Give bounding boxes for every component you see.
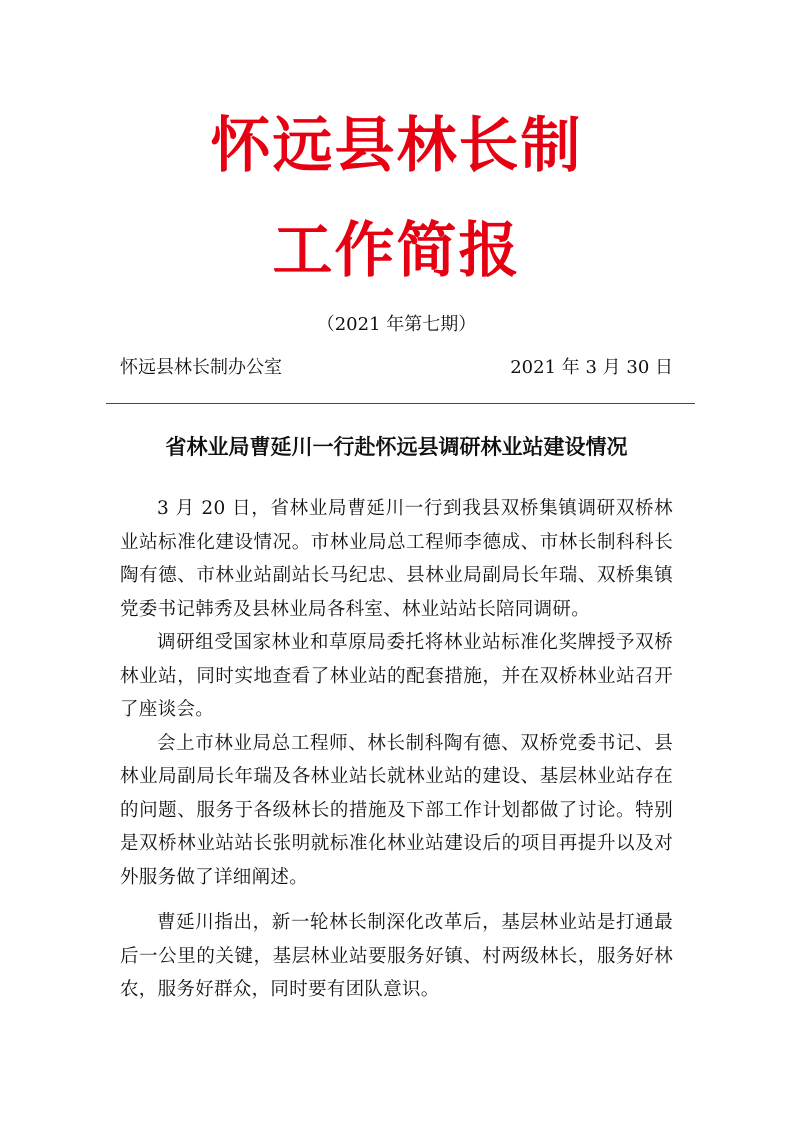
paragraph-4: 曹延川指出，新一轮林长制深化改革后，基层林业站是打通最后一公里的关键，基层林业站要服务好镇、村两级林长，服务好林农，服务好群众，同时要有团队意识。 <box>120 912 673 1000</box>
meta-row <box>120 355 673 381</box>
masthead-title-line1: 怀远县林长制 <box>210 111 583 181</box>
paragraph-2: 调研组受国家林业和草原局委托将林业站标准化奖牌授予双桥林业站，同时实地查看了林业站的配套措施，并在双桥林业站召开了座谈会。 <box>120 632 673 720</box>
issuing-office: 怀远县林长制办公室 <box>120 357 282 378</box>
issue-date: 2021 年 3 月 30 日 <box>510 357 673 378</box>
article-headline: 省林业局曹延川一行赴怀远县调研林业站建设情况 <box>165 435 628 459</box>
paragraph-3: 会上市林业局总工程师、林长制科陶有德、双桥党委书记、县林业局副局长年瑞及各林业站长就林业站的建设、基层林业站存在的问题、服务于各级林长的措施及下部工作计划都做了讨论。特别是双桥林业站站长张明就标准化林业站建设后的项目再提升以及对外服务做了详细阐述。 <box>120 732 673 888</box>
paragraph-1: 3 月 20 日，省林业局曹延川一行到我县双桥集镇调研双桥林业站标准化建设情况。市林业局总工程师李德成、市林长制科科长陶有德、市林业站副站长马纪忠、县林业局副局长年瑞、双桥集镇党委书记韩秀及县林业局各科室、林业站站长陪同调研。 <box>120 498 673 620</box>
article-body <box>120 492 673 1007</box>
red-divider <box>106 403 695 404</box>
masthead-title-line2: 工作简报 <box>272 216 521 286</box>
issue-number: （2021 年第七期） <box>316 314 477 335</box>
